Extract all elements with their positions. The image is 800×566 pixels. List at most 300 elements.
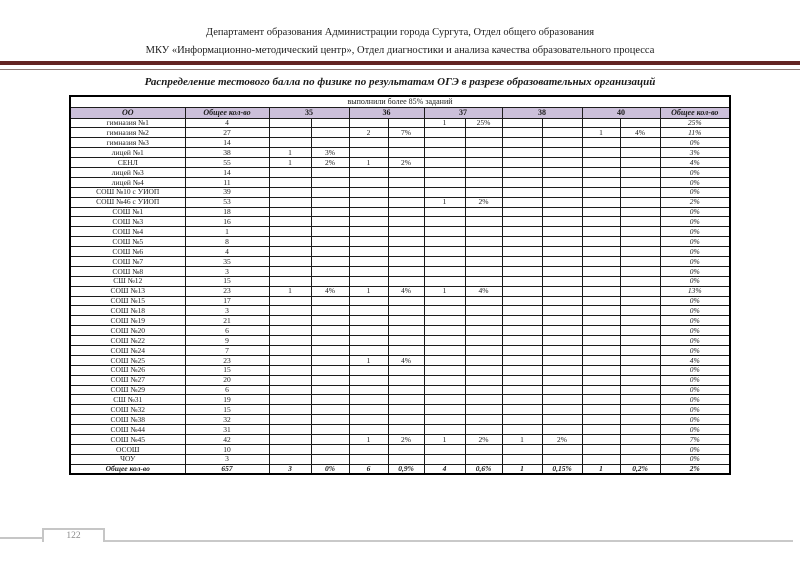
header-rule-thick: [0, 61, 800, 65]
overall-pct-cell: 0%: [660, 177, 730, 187]
value-cell: [311, 296, 349, 306]
value-cell: 2: [349, 128, 388, 138]
value-cell: [269, 365, 311, 375]
school-name-cell: СОШ №4: [70, 227, 185, 237]
value-cell: [269, 197, 311, 207]
table-row: [70, 336, 730, 346]
value-cell: [311, 247, 349, 257]
value-cell: [620, 454, 660, 464]
footer-rule-left: [0, 537, 42, 539]
value-cell: [465, 167, 502, 177]
table-row: [70, 326, 730, 336]
table-row: [70, 355, 730, 365]
value-cell: [349, 395, 388, 405]
value-cell: [388, 118, 424, 128]
value-cell: [582, 276, 620, 286]
school-name-cell: СОШ №29: [70, 385, 185, 395]
value-cell: [542, 306, 582, 316]
value-cell: [582, 148, 620, 158]
value-cell: 23: [185, 286, 269, 296]
school-name-cell: гимназия №1: [70, 118, 185, 128]
value-cell: [349, 148, 388, 158]
value-cell: [582, 187, 620, 197]
value-cell: [311, 454, 349, 464]
value-cell: [620, 336, 660, 346]
value-cell: [582, 177, 620, 187]
value-cell: [465, 316, 502, 326]
value-cell: [620, 296, 660, 306]
value-cell: [542, 276, 582, 286]
value-cell: [424, 385, 465, 395]
value-cell: [542, 158, 582, 168]
school-name-cell: ОСОШ: [70, 444, 185, 454]
value-cell: [349, 118, 388, 128]
value-cell: [311, 207, 349, 217]
value-cell: [582, 316, 620, 326]
value-cell: [542, 296, 582, 306]
value-cell: [388, 345, 424, 355]
value-cell: [582, 415, 620, 425]
value-cell: [388, 415, 424, 425]
value-cell: [542, 256, 582, 266]
value-cell: [424, 375, 465, 385]
value-cell: [465, 375, 502, 385]
overall-pct-cell: 0%: [660, 375, 730, 385]
table-row: [70, 177, 730, 187]
value-cell: [465, 415, 502, 425]
value-cell: [502, 444, 542, 454]
value-cell: [349, 217, 388, 227]
school-name-cell: СОШ №44: [70, 425, 185, 435]
overall-pct-cell: 0%: [660, 138, 730, 148]
value-cell: [465, 256, 502, 266]
value-cell: [311, 405, 349, 415]
value-cell: 32: [185, 415, 269, 425]
value-cell: 2%: [311, 158, 349, 168]
value-cell: [620, 385, 660, 395]
value-cell: 38: [185, 148, 269, 158]
value-cell: 4: [424, 464, 465, 474]
value-cell: 4%: [620, 128, 660, 138]
value-cell: [349, 266, 388, 276]
value-cell: [311, 187, 349, 197]
value-cell: [542, 326, 582, 336]
value-cell: [582, 167, 620, 177]
value-cell: 31: [185, 425, 269, 435]
value-cell: 18: [185, 207, 269, 217]
value-cell: [502, 167, 542, 177]
value-cell: [424, 336, 465, 346]
value-cell: [542, 118, 582, 128]
table-row: [70, 444, 730, 454]
footer-rule-right: [105, 540, 793, 542]
value-cell: [269, 435, 311, 445]
value-cell: [269, 306, 311, 316]
overall-pct-cell: 25%: [660, 118, 730, 128]
value-cell: 1: [349, 286, 388, 296]
value-cell: [502, 385, 542, 395]
value-cell: [269, 118, 311, 128]
table-column-header-row: [70, 107, 730, 118]
value-cell: [269, 375, 311, 385]
value-cell: [582, 158, 620, 168]
overall-pct-cell: 0%: [660, 365, 730, 375]
school-name-cell: СОШ №26: [70, 365, 185, 375]
value-cell: 0,6%: [465, 464, 502, 474]
value-cell: [465, 405, 502, 415]
overall-pct-cell: 0%: [660, 207, 730, 217]
value-cell: [388, 167, 424, 177]
value-cell: [502, 237, 542, 247]
value-cell: 1: [349, 355, 388, 365]
value-cell: [465, 276, 502, 286]
value-cell: 25%: [465, 118, 502, 128]
value-cell: [542, 187, 582, 197]
school-name-cell: СОШ №3: [70, 217, 185, 227]
value-cell: [388, 138, 424, 148]
value-cell: [388, 148, 424, 158]
value-cell: [424, 256, 465, 266]
value-cell: [542, 336, 582, 346]
value-cell: [311, 355, 349, 365]
school-name-cell: СОШ №20: [70, 326, 185, 336]
school-name-cell: СЕНЛ: [70, 158, 185, 168]
col-header-oo: ОО: [70, 107, 185, 118]
overall-pct-cell: 0%: [660, 296, 730, 306]
value-cell: [311, 266, 349, 276]
value-cell: 1: [424, 435, 465, 445]
school-name-cell: СОШ №25: [70, 355, 185, 365]
value-cell: [620, 247, 660, 257]
span-header-cell: выполнили более 85% заданий: [70, 96, 730, 107]
school-name-cell: гимназия №2: [70, 128, 185, 138]
table-row: [70, 365, 730, 375]
table-row: [70, 266, 730, 276]
table-row: [70, 405, 730, 415]
value-cell: 4%: [388, 286, 424, 296]
value-cell: [502, 306, 542, 316]
value-cell: [582, 365, 620, 375]
value-cell: [582, 345, 620, 355]
value-cell: 16: [185, 217, 269, 227]
value-cell: [465, 355, 502, 365]
col-header-score-37: 37: [424, 107, 502, 118]
value-cell: [465, 138, 502, 148]
value-cell: [620, 326, 660, 336]
value-cell: [311, 177, 349, 187]
value-cell: 7%: [388, 128, 424, 138]
overall-pct-cell: 13%: [660, 286, 730, 296]
value-cell: [269, 167, 311, 177]
page-number-tab: [42, 528, 105, 542]
value-cell: [502, 296, 542, 306]
value-cell: 3%: [311, 148, 349, 158]
value-cell: [349, 207, 388, 217]
value-cell: [465, 187, 502, 197]
value-cell: [620, 197, 660, 207]
value-cell: [620, 227, 660, 237]
value-cell: [465, 336, 502, 346]
value-cell: [311, 444, 349, 454]
value-cell: 4%: [465, 286, 502, 296]
value-cell: [388, 177, 424, 187]
report-title: Распределение тестового балла по физике по результатам ОГЭ в разрезе образовательных организаций: [144, 76, 656, 88]
value-cell: [465, 385, 502, 395]
value-cell: 0,9%: [388, 464, 424, 474]
value-cell: [465, 177, 502, 187]
value-cell: [311, 138, 349, 148]
value-cell: [424, 128, 465, 138]
value-cell: [269, 207, 311, 217]
overall-pct-cell: 0%: [660, 336, 730, 346]
value-cell: [311, 345, 349, 355]
school-name-cell: Общее кол-во: [70, 464, 185, 474]
table-row: [70, 385, 730, 395]
value-cell: [542, 138, 582, 148]
value-cell: [424, 217, 465, 227]
value-cell: [349, 138, 388, 148]
value-cell: [349, 405, 388, 415]
value-cell: [311, 237, 349, 247]
value-cell: [269, 405, 311, 415]
value-cell: [465, 158, 502, 168]
school-name-cell: СОШ №18: [70, 306, 185, 316]
value-cell: 15: [185, 405, 269, 415]
value-cell: [388, 316, 424, 326]
value-cell: [424, 138, 465, 148]
value-cell: [388, 326, 424, 336]
value-cell: [349, 296, 388, 306]
value-cell: [388, 237, 424, 247]
value-cell: [620, 207, 660, 217]
value-cell: 2%: [542, 435, 582, 445]
overall-pct-cell: 0%: [660, 217, 730, 227]
value-cell: [465, 207, 502, 217]
value-cell: [349, 187, 388, 197]
value-cell: [502, 395, 542, 405]
value-cell: [542, 355, 582, 365]
overall-pct-cell: 0%: [660, 345, 730, 355]
value-cell: [502, 217, 542, 227]
value-cell: [582, 207, 620, 217]
table-row: [70, 375, 730, 385]
value-cell: [465, 345, 502, 355]
value-cell: [542, 345, 582, 355]
value-cell: [269, 177, 311, 187]
value-cell: [542, 227, 582, 237]
value-cell: [582, 266, 620, 276]
overall-pct-cell: 0%: [660, 276, 730, 286]
value-cell: [269, 326, 311, 336]
table-row: [70, 148, 730, 158]
value-cell: [349, 415, 388, 425]
value-cell: [502, 197, 542, 207]
school-name-cell: гимназия №3: [70, 138, 185, 148]
value-cell: 657: [185, 464, 269, 474]
value-cell: [465, 296, 502, 306]
value-cell: [620, 355, 660, 365]
value-cell: [424, 207, 465, 217]
value-cell: 39: [185, 187, 269, 197]
value-cell: [311, 256, 349, 266]
overall-pct-cell: 0%: [660, 256, 730, 266]
school-name-cell: СОШ №24: [70, 345, 185, 355]
overall-pct-cell: 0%: [660, 444, 730, 454]
col-header-score-38: 38: [502, 107, 582, 118]
value-cell: [349, 316, 388, 326]
value-cell: [502, 187, 542, 197]
table-row: [70, 345, 730, 355]
value-cell: [542, 454, 582, 464]
value-cell: [388, 266, 424, 276]
value-cell: [502, 355, 542, 365]
value-cell: [424, 237, 465, 247]
value-cell: [582, 336, 620, 346]
value-cell: [620, 405, 660, 415]
value-cell: [582, 306, 620, 316]
value-cell: [388, 385, 424, 395]
value-cell: [388, 454, 424, 464]
value-cell: [542, 316, 582, 326]
table-row: [70, 207, 730, 217]
overall-pct-cell: 0%: [660, 227, 730, 237]
value-cell: [388, 187, 424, 197]
value-cell: [424, 345, 465, 355]
value-cell: [311, 276, 349, 286]
value-cell: [542, 395, 582, 405]
value-cell: [542, 167, 582, 177]
value-cell: [582, 326, 620, 336]
value-cell: [465, 425, 502, 435]
school-name-cell: лицей №3: [70, 167, 185, 177]
value-cell: 6: [185, 385, 269, 395]
value-cell: [311, 336, 349, 346]
value-cell: [311, 395, 349, 405]
value-cell: 1: [269, 148, 311, 158]
value-cell: [349, 326, 388, 336]
value-cell: [269, 217, 311, 227]
table-row: [70, 237, 730, 247]
value-cell: [311, 217, 349, 227]
school-name-cell: СШ №31: [70, 395, 185, 405]
value-cell: [542, 405, 582, 415]
value-cell: [311, 375, 349, 385]
value-cell: [349, 306, 388, 316]
value-cell: [620, 435, 660, 445]
school-name-cell: ЧОУ: [70, 454, 185, 464]
value-cell: 7: [185, 345, 269, 355]
value-cell: 1: [424, 118, 465, 128]
table-row: [70, 415, 730, 425]
table-row: [70, 138, 730, 148]
value-cell: [620, 158, 660, 168]
value-cell: [424, 365, 465, 375]
value-cell: 2%: [388, 158, 424, 168]
table-row: [70, 296, 730, 306]
value-cell: 4%: [311, 286, 349, 296]
table-row: [70, 316, 730, 326]
overall-pct-cell: 0%: [660, 247, 730, 257]
value-cell: 35: [185, 256, 269, 266]
value-cell: [388, 276, 424, 286]
value-cell: [311, 128, 349, 138]
value-cell: [311, 425, 349, 435]
value-cell: [424, 306, 465, 316]
value-cell: 1: [502, 464, 542, 474]
value-cell: 3: [185, 266, 269, 276]
value-cell: [502, 405, 542, 415]
value-cell: [582, 444, 620, 454]
overall-pct-cell: 0%: [660, 415, 730, 425]
value-cell: 4%: [388, 355, 424, 365]
value-cell: [620, 138, 660, 148]
value-cell: [620, 444, 660, 454]
value-cell: 3: [269, 464, 311, 474]
value-cell: 17: [185, 296, 269, 306]
school-name-cell: СОШ №1: [70, 207, 185, 217]
table-span-header-row: [70, 96, 730, 107]
value-cell: 2%: [465, 435, 502, 445]
overall-pct-cell: 0%: [660, 425, 730, 435]
value-cell: [349, 247, 388, 257]
value-cell: [311, 365, 349, 375]
table-row: [70, 158, 730, 168]
value-cell: [465, 306, 502, 316]
value-cell: 0%: [311, 464, 349, 474]
value-cell: [582, 405, 620, 415]
value-cell: [424, 276, 465, 286]
value-cell: [582, 237, 620, 247]
value-cell: [269, 385, 311, 395]
table-row: [70, 227, 730, 237]
value-cell: 20: [185, 375, 269, 385]
value-cell: [542, 286, 582, 296]
value-cell: [424, 227, 465, 237]
value-cell: [349, 197, 388, 207]
value-cell: 15: [185, 276, 269, 286]
value-cell: [542, 444, 582, 454]
value-cell: 21: [185, 316, 269, 326]
value-cell: [424, 158, 465, 168]
value-cell: [502, 138, 542, 148]
value-cell: [269, 266, 311, 276]
value-cell: [465, 266, 502, 276]
school-name-cell: лицей №4: [70, 177, 185, 187]
value-cell: [388, 197, 424, 207]
value-cell: [349, 454, 388, 464]
value-cell: [388, 227, 424, 237]
value-cell: 1: [269, 158, 311, 168]
table-row: [70, 247, 730, 257]
overall-pct-cell: 0%: [660, 316, 730, 326]
value-cell: [388, 395, 424, 405]
value-cell: [620, 306, 660, 316]
school-name-cell: СОШ №32: [70, 405, 185, 415]
value-cell: [620, 237, 660, 247]
col-header-score-35: 35: [269, 107, 349, 118]
overall-pct-cell: 3%: [660, 148, 730, 158]
overall-pct-cell: 4%: [660, 158, 730, 168]
table-row: [70, 306, 730, 316]
overall-pct-cell: 0%: [660, 167, 730, 177]
value-cell: [542, 247, 582, 257]
value-cell: [269, 316, 311, 326]
header-rule-thin: [0, 69, 800, 70]
col-header-score-40: 40: [582, 107, 660, 118]
value-cell: [388, 296, 424, 306]
overall-pct-cell: 0%: [660, 395, 730, 405]
value-cell: 0,2%: [620, 464, 660, 474]
